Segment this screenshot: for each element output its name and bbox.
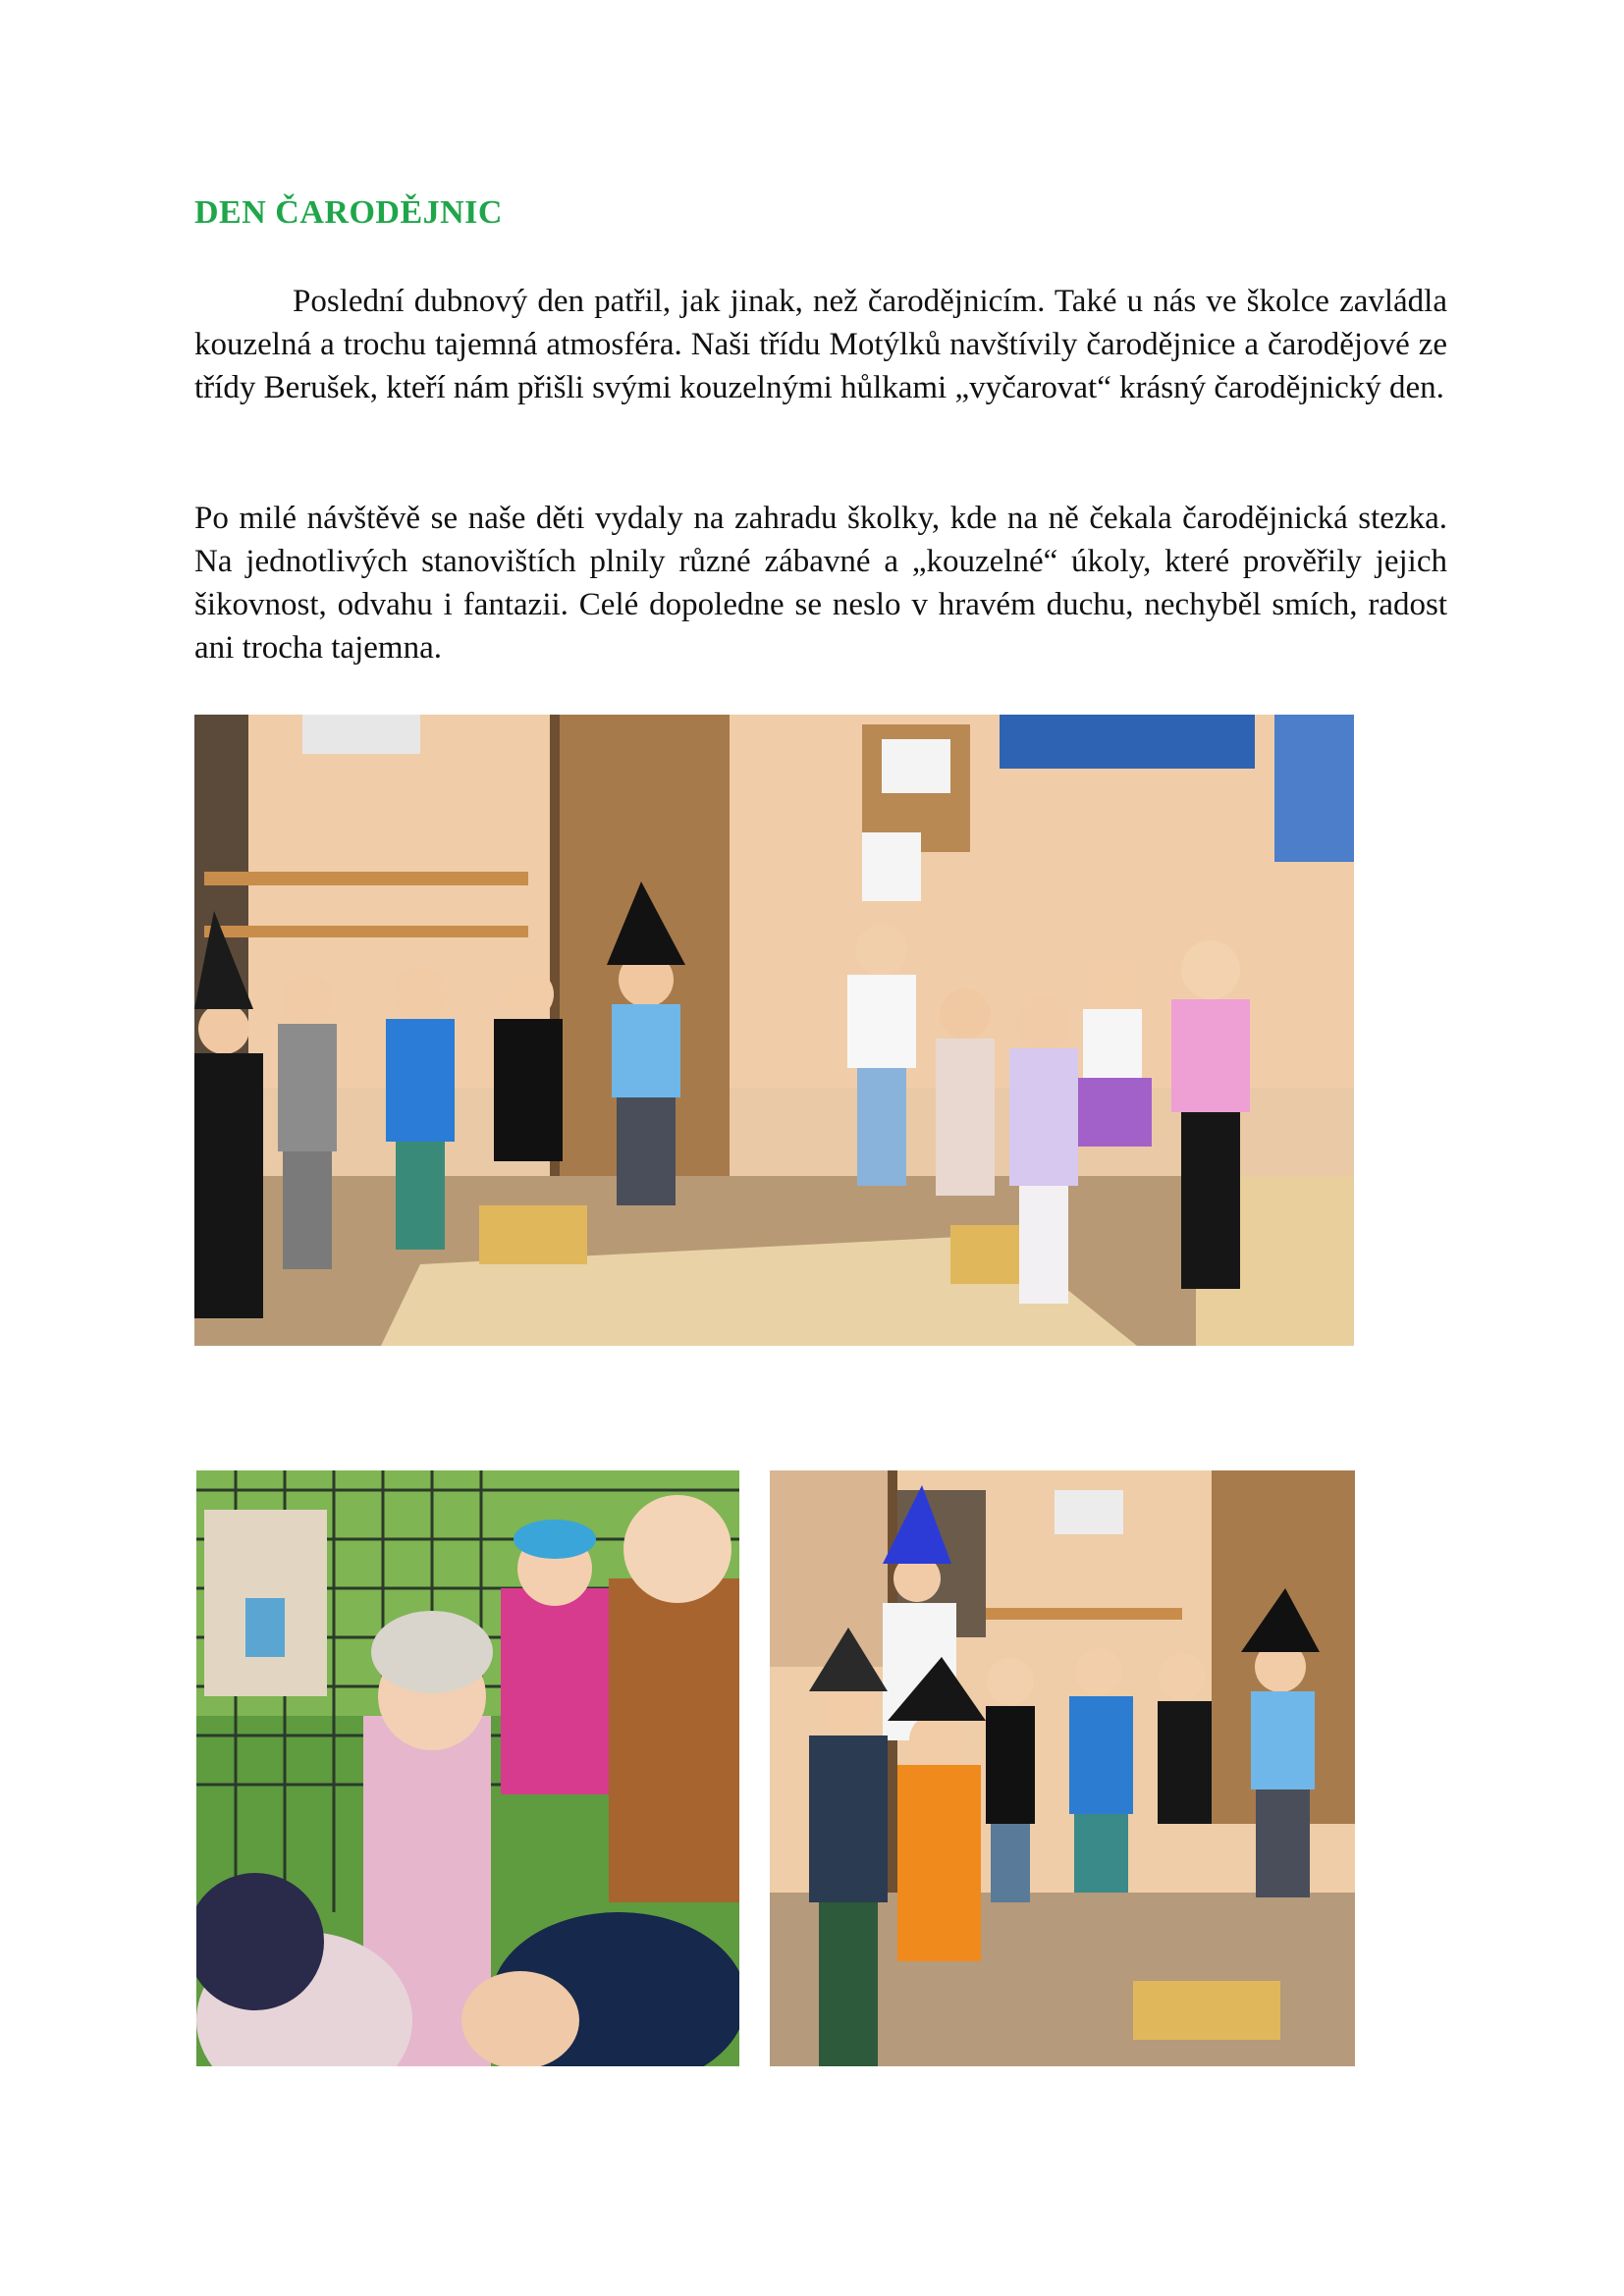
- photo-hallway-costumes: [770, 1470, 1355, 2066]
- photo-classroom-image: [194, 715, 1354, 1346]
- paragraph-intro: Poslední dubnový den patřil, jak jinak, než čarodějnicím. Také u nás ve školce zavládla kouzelná a trochu tajemná atmosféra. Naši třídu Motýlků navštívily čarodějnice a čarodějové ze třídy Berušek, kteří nám přišli svými kouzelnými hůlkami „vyčarovat“ krásný čarodějnický den.: [194, 284, 1447, 405]
- page-title: DEN ČARODĚJNIC: [194, 194, 503, 231]
- paragraph-garden: Po milé návštěvě se naše děti vydaly na zahradu školky, kde na ně čekala čarodějnická stezka. Na jednotlivých stanovištích plnily různé zábavné a „kouzelné“ úkoly, které prověřily jejich šikovnost, odvahu i fantazii. Celé dopoledne se neslo v hravém duchu, nechyběl smích, radost ani trocha tajemna.: [194, 501, 1447, 666]
- photo-garden-trail: [196, 1470, 739, 2066]
- photo-classroom-witches: [194, 715, 1354, 1346]
- photo-garden-image: [196, 1470, 739, 2066]
- photo-hallway-image: [770, 1470, 1355, 2066]
